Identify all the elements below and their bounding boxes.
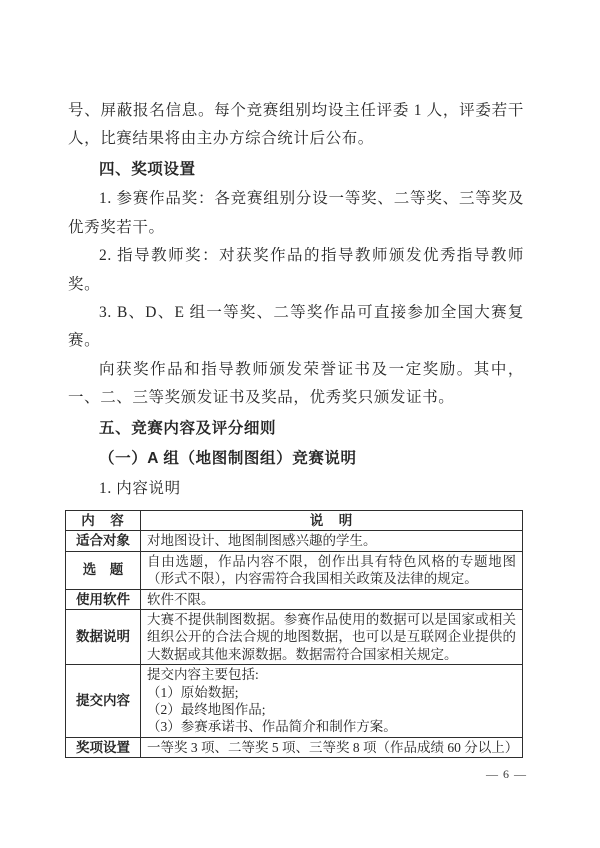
table-row-software [66, 589, 523, 609]
row-label: 适合对象 [66, 531, 141, 551]
paragraph-content-note: 1. 内容说明 [99, 479, 181, 497]
section-heading-contest-rules: 五、竞赛内容及评分细则 [99, 419, 277, 437]
row-description [141, 665, 523, 738]
page-number: — 6 — [486, 767, 527, 781]
table-header-row [66, 510, 523, 530]
row-description: 大赛不提供制图数据。参赛作品使用的数据可以是国家或相关组织公开的合法合规的地图数据，也可以是互联网企业提供的大数据或其他来源数据。数据需符合国家相关规定。 [141, 610, 523, 665]
submission-line-3: （2）最终地图作品; [147, 702, 266, 718]
paragraph-award-2: 2. 指导教师奖：对获奖作品的指导教师颁发优秀指导教师奖。 [68, 247, 524, 293]
paragraph-award-4: 向获奖作品和指导教师颁发荣誉证书及一定奖励。其中，一、二、三等奖颁发证书及奖品，优秀奖只颁发证书。 [68, 360, 524, 407]
table-row-submission [66, 665, 523, 738]
row-description: 自由选题，作品内容不限，创作出具有特色风格的专题地图（形式不限），内容需符合我国相关政策及法律的规定。 [141, 551, 523, 589]
row-label: 选 题 [66, 551, 141, 589]
table-header-content: 内 容 [66, 510, 141, 530]
row-label: 数据说明 [66, 610, 141, 665]
paragraph-continuation: 号、屏蔽报名信息。每个竞赛组别均设主任评委 1 人，评委若干人，比赛结果将由主办方综合统计后公布。 [68, 102, 524, 148]
row-description: 一等奖 3 项、二等奖 5 项、三等奖 8 项（作品成绩 60 分以上） [141, 737, 523, 757]
row-description: 软件不限。 [141, 589, 523, 609]
contest-spec-table [65, 510, 523, 758]
subsection-heading-group-a: （一）A 组（地图制图组）竞赛说明 [99, 450, 357, 468]
table-row-data [66, 610, 523, 665]
table-header-description: 说 明 [141, 510, 523, 530]
row-label: 奖项设置 [66, 737, 141, 757]
table-row-prizes [66, 737, 523, 757]
paragraph-award-3: 3. B、D、E 组一等奖、二等奖作品可直接参加全国大赛复赛。 [68, 303, 524, 350]
paragraph-award-1: 1. 参赛作品奖：各竞赛组别分设一等奖、二等奖、三等奖及优秀奖若干。 [68, 190, 524, 236]
table-row-audience [66, 531, 523, 551]
document-content [68, 97, 524, 758]
row-label: 提交内容 [66, 665, 141, 738]
table-row-topic [66, 551, 523, 589]
row-description: 对地图设计、地图制图感兴趣的学生。 [141, 531, 523, 551]
submission-line-1: 提交内容主要包括: [147, 667, 259, 683]
section-heading-awards: 四、奖项设置 [99, 160, 196, 178]
submission-line-2: （1）原始数据; [147, 684, 239, 700]
row-label: 使用软件 [66, 589, 141, 609]
submission-line-4: （3）参赛承诺书、作品简介和制作方案。 [147, 719, 397, 735]
